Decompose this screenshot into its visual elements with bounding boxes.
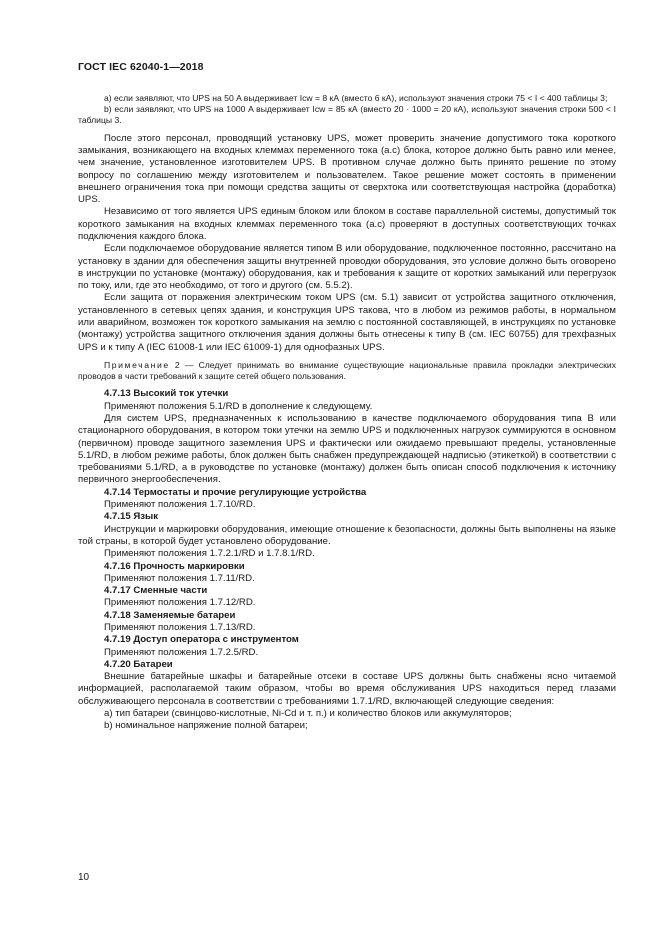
body-paragraph: Применяют положения 1.7.12/RD. [104, 597, 256, 609]
note-paragraph [78, 360, 616, 382]
body-paragraph: b) номинальное напряжение полной батареи; [104, 720, 308, 732]
body-paragraph: Если защита от поражения электрическим током UPS (см. 5.1) зависит от устройства защитного отключения, установленного в сетевых цепях здания, и конструкция UPS такова, что в любом из режимов работы, в нормальном или аварийном, возможен ток короткого замыкания на землю с постоянной составляющей, в инструкциях по установке (монтажу) устройства защитного отключения здания должны быть отнесены к типу B (см. IEC 60755) для трехфазных UPS и к типу A (IEC 61008-1 или IEC 61009-1) для однофазных UPS. [78, 292, 616, 353]
section-heading: 4.7.13 Высокий ток утечки [104, 388, 229, 400]
body-paragraph: Применяют положения 5.1/RD в дополнение к следующему. [104, 400, 373, 412]
body-paragraph: Применяют положения 1.7.11/RD. [104, 572, 255, 584]
body-paragraph: Инструкции и маркировки оборудования, имеющие отношение к безопасности, должны быть выполнены на языке той страны, в которой будет установлено оборудование. [78, 523, 616, 547]
note-text: 2 — Следует принимать во внимание существующие национальные правила прокладки электрических проводов в части требований к защите сетей общего пользования. [78, 359, 616, 382]
body-paragraph: Независимо от того является UPS единым блоком или блоком в составе параллельной системы, допустимый ток короткого замыкания на входных клеммах переменного тока (а.с) проверяют в доступных соответствующих точках подключения каждого блока. [78, 206, 616, 242]
section-heading: 4.7.20 Батареи [104, 658, 173, 670]
body-paragraph: Применяют положения 1.7.13/RD. [104, 622, 256, 633]
body-paragraph: Применяют положения 1.7.10/RD. [104, 499, 256, 511]
document-body [78, 93, 616, 733]
standard-header: ГОСТ IEC 62040-1—2018 [78, 61, 204, 73]
body-paragraph: После этого персонал, проводящий установку UPS, может проверить значение допустимого тока короткого замыкания, возникающего на входных клеммах переменного тока (а.с) блока, которое должно быть равно или менее, чем значение, установленное изготовителем UPS. В противном случае должно быть принято решение по этому вопросу по соглашению между изготовителем и пользователем. Такое решение может состоять в применении внешнего ограничения тока при помощи средства защиты от сверхтока или соответствующая настройка (доработка) UPS. [78, 132, 616, 206]
body-paragraph: Внешние батарейные шкафы и батарейные отсеки в составе UPS должны быть снабжены ясно читаемой информацией, располагаемой таким образом, чтобы во время обслуживания UPS находиться перед глазами обслуживающего персонала в соответствии с требованиями 1.7.1/RD, включающей следующие сведения: [78, 671, 616, 707]
page-number: 10 [78, 872, 90, 883]
body-paragraph: Применяют положения 1.7.2.1/RD и 1.7.8.1/RD. [104, 548, 315, 560]
example-paragraph: b) если заявляют, что UPS на 1000 A выдерживает Icw = 85 кА (вместо 20 · 1000 = 20 кА), используют значения строки 500 < I таблицы 3. [78, 104, 616, 126]
section-heading: 4.7.18 Заменяемые батареи [104, 609, 236, 621]
example-paragraph: a) если заявляют, что UPS на 50 A выдерживает Icw = 8 кА (вместо 6 кА), используют значения строки 75 < I < 400 таблицы 3; [104, 93, 608, 103]
body-paragraph: Для систем UPS, предназначенных к использованию в качестве подключаемого оборудования типа B или стационарного оборудования, в котором токи утечки на землю UPS и подключенных нагрузок суммируются в основном (первичном) проводе защитного заземления UPS и фактически или ожидаемо превышают пределы, установленные 5.1/RD, в любом режиме работы, блок должен быть снабжен предупреждающей надписью (этикеткой) в соответствии с требованиями 5.1/RD, а в руководстве по установке (монтажу) должен быть описан способ подключения к источнику первичного энергообеспечения. [78, 412, 616, 486]
body-paragraph: a) тип батареи (свинцово-кислотные, Ni-Cd и т. п.) и количество блоков или аккумуляторов; [104, 708, 512, 720]
section-heading: 4.7.17 Сменные части [104, 585, 208, 597]
section-heading: 4.7.16 Прочность маркировки [104, 560, 245, 572]
section-heading: 4.7.15 Язык [104, 511, 158, 523]
section-heading: 4.7.14 Термостаты и прочие регулирующие устройства [104, 486, 367, 498]
body-paragraph: Если подключаемое оборудование является типом B или оборудование, подключенное постоянно, рассчитано на установку в здании для обеспечения защиты внутренней проводки оборудования, это условие должно быть оговорено в инструкции по установке (монтажу) оборудования, как и требования к защите от коротких замыканий или перегрузок по току, или, где это необходимо, от того и другого (см. 5.5.2). [78, 243, 616, 292]
body-paragraph: Применяют положения 1.7.2.5/RD. [104, 646, 259, 658]
section-heading: 4.7.19 Доступ оператора с инструментом [104, 634, 299, 646]
note-label: Примечание [104, 359, 170, 370]
